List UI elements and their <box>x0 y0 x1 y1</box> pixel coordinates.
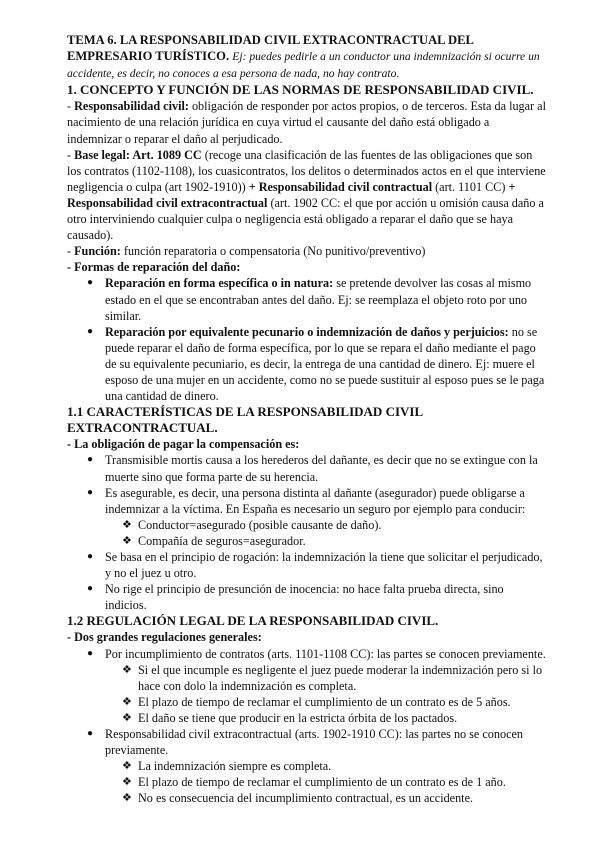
section-1-2-subheading-text: - Dos grandes regulaciones generales: <box>67 630 262 645</box>
legal-basis-text-2: (art. 1101 CC) <box>432 179 509 194</box>
title-text: TEMA 6. LA RESPONSABILIDAD CIVIL EXTRACONTRACTUAL DEL EMPRESARIO TURÍSTICO. <box>67 33 474 64</box>
list-item <box>67 485 547 549</box>
regulations-list <box>67 646 547 807</box>
characteristics-list <box>67 452 547 613</box>
function-text: función reparatoria o compensatoria (No punitivo/preventivo) <box>120 244 426 259</box>
legal-basis-term: Base legal: Art. 1089 CC <box>74 147 202 162</box>
section-1-1-subheading <box>67 436 547 452</box>
list-item-text: Responsabilidad civil extracontractual (arts. 1902-1910 CC): las partes no se conocen previamente. <box>105 727 523 758</box>
legal-basis-text-1: (recoge una clasificación de las fuentes de las obligaciones que son los contratos (1102-1108), los cuasicontratos, los delitos o determinados actos en el que interviene negligencia o culpa (art 1902-1910)) <box>67 147 546 194</box>
function-paragraph <box>67 243 547 259</box>
repair-form-text: se pretende devolver las cosas al mismo estado en el que se encontraban antes del daño. Ej: se reemplaza el objeto roto por uno similar. <box>105 276 532 323</box>
dash: - <box>67 147 75 162</box>
contractual-term: + Responsabilidad civil contractual <box>248 179 433 194</box>
definition-text: obligación de responder por actos propios, o de terceros. Esta da lugar al nacimiento de una relación jurídica en cuya virtud el causante del daño está obligado a indemnizar o reparar el daño al perjudicado. <box>67 99 546 146</box>
extracontractual-term: + Responsabilidad civil extracontractual <box>67 179 516 210</box>
extracontractual-sublist <box>105 758 547 806</box>
section-1-1-heading: 1.1 CARACTERÍSTICAS DE LA RESPONSABILIDAD CIVIL EXTRACONTRACTUAL. <box>67 404 423 436</box>
repair-forms-list <box>67 275 547 404</box>
list-item: ● No rige el principio de presunción de inocencia: no hace falta prueba directa, sino indicios. <box>67 581 547 613</box>
list-item <box>67 726 547 806</box>
sublist-item: ❖ El plazo de tiempo de reclamar el cumplimiento de un contrato es de 5 años. <box>67 694 547 710</box>
list-item: ● Se basa en el principio de rogación: la indemnización la tiene que solicitar el perjudicado, y no el juez u otro. <box>67 549 547 581</box>
document-title <box>67 32 547 82</box>
sublist-item: ❖ Si el que incumple es negligente el juez puede moderar la indemnización pero si lo hace con dolo la indemnización es completa. <box>67 662 547 694</box>
list-item-text: Por incumplimiento de contratos (arts. 1101-1108 CC): las partes se conocen previamente. <box>105 646 546 661</box>
title-example: Ej: puedes pedirle a un conductor una indemnización si ocurre un accidente, es decir, no conoces a esa persona de nada, no hay contrato. <box>67 50 540 81</box>
contract-sublist <box>105 662 547 726</box>
document-page <box>67 32 547 807</box>
dash: - <box>67 244 75 259</box>
list-item <box>67 275 547 323</box>
function-term: Función: <box>74 244 121 259</box>
section-1-2-subheading <box>67 629 547 645</box>
legal-basis-paragraph <box>67 147 547 244</box>
dash: - <box>67 99 75 114</box>
repair-form-text: no se puede reparar el daño de forma específica, por lo que se repara el daño mediante el pago de su equivalente pecuniario, es decir, la entrega de una cantidad de dinero. Ej: muere el esposo de una mujer en un accidente, como no se puede sustituir al esposo pues se le paga una cantidad de dinero. <box>105 324 545 404</box>
insurance-sublist <box>105 517 547 549</box>
sublist-item: ❖ La indemnización siempre es completa. <box>67 758 547 774</box>
sublist-item: ❖ El plazo de tiempo de reclamar el cumplimiento de un contrato es de 1 año. <box>67 774 547 790</box>
section-1-2-heading: 1.2 REGULACIÓN LEGAL DE LA RESPONSABILIDAD CIVIL. <box>67 613 439 629</box>
repair-forms-heading-text: - Formas de reparación del daño: <box>67 260 241 275</box>
definition-term: Responsabilidad civil: <box>74 99 189 114</box>
definition-paragraph <box>67 98 547 146</box>
sublist-item: ❖ Compañía de seguros=asegurador. <box>67 533 547 549</box>
sublist-item: ❖ Conductor=asegurado (posible causante de daño). <box>67 517 547 533</box>
section-1-1-subheading-text: - La obligación de pagar la compensación es: <box>67 437 300 452</box>
sublist-item: ❖ El daño se tiene que producir en la estricta órbita de los pactados. <box>67 710 547 726</box>
legal-basis-text-3: (art. 1902 CC: el que por acción u omisión causa daño a otro interviniendo cualquier culpa o negligencia está obligado a reparar el daño que se haya causado). <box>67 195 544 243</box>
repair-forms-heading <box>67 259 547 275</box>
list-item: ● Transmisible mortis causa a los herederos del dañante, es decir que no se extingue con la muerte sino que forma parte de su herencia. <box>67 452 547 484</box>
list-item <box>67 324 547 404</box>
repair-form-term: Reparación en forma específica o in natura: <box>105 276 334 291</box>
sublist-item: ❖ No es consecuencia del incumplimiento contractual, es un accidente. <box>67 790 547 806</box>
repair-form-term: Reparación por equivalente pecunario o indemnización de daños y perjuicios: <box>105 324 509 339</box>
list-item <box>67 646 547 726</box>
section-1-heading: 1. CONCEPTO Y FUNCIÓN DE LAS NORMAS DE RESPONSABILIDAD CIVIL. <box>67 82 534 98</box>
list-item-text: Es asegurable, es decir, una persona distinta al dañante (asegurador) puede obligarse a indemnizar a la víctima. En España es necesario un seguro por ejemplo para conducir: <box>105 485 526 516</box>
